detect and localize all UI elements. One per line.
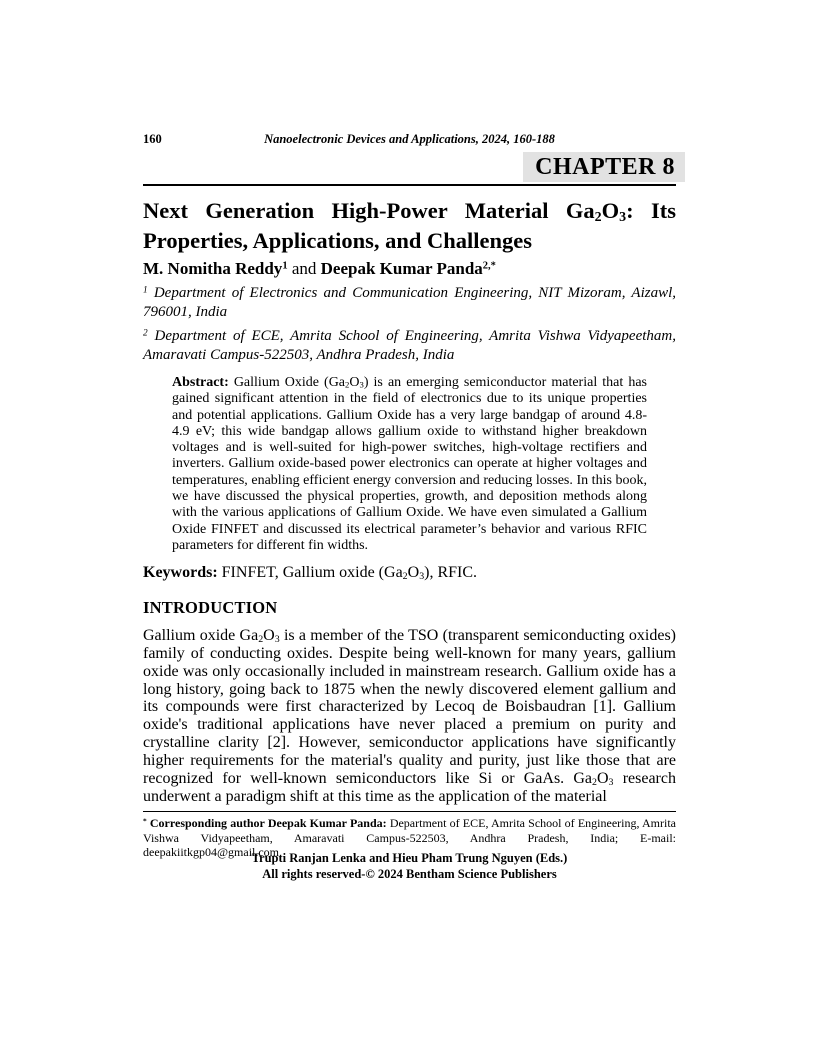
author-byline: M. Nomitha Reddy$^1$ and Deepak Kumar Panda$^{2,*}$	[143, 259, 496, 278]
page-number: 160	[143, 132, 162, 146]
affiliation-1: $^1$ Department of Electronics and Communication Engineering, NIT Mizoram, Aizawl, 796001, India	[143, 285, 676, 320]
affiliation-2: $^2$ Department of ECE, Amrita School of Engineering, Amrita Vishwa Vidyapeetham, Amaravati Campus-522503, Andhra Pradesh, India	[143, 328, 676, 363]
publisher-footer	[143, 851, 676, 882]
running-head: Nanoelectronic Devices and Applications, 2024, 160-188	[264, 132, 555, 146]
footer-editors: Trupti Ranjan Lenka and Hieu Pham Trung Nguyen (Eds.)	[251, 851, 568, 865]
affiliations	[143, 284, 676, 370]
section-heading-introduction: INTRODUCTION	[143, 598, 278, 617]
footer-rights: All rights reserved-© 2024 Bentham Science Publishers	[262, 866, 557, 881]
keywords-line: Keywords: FINFET, Gallium oxide $(Ga_2O_3)$, RFIC.	[143, 564, 478, 582]
header-rule	[143, 184, 676, 186]
corresponding-author-footnote: * Corresponding author Deepak Kumar Panda: Department of ECE, Amrita School of Engineering, Amrita Vishwa Vidyapeetham, Amaravati Campus-522503, Andhra Pradesh, India; E-mail: deepakiitkgp04@gmail.com	[143, 816, 676, 859]
chapter-label: CHAPTER 8	[523, 152, 685, 182]
chapter-title: Next Generation High-Power Material $Ga_2O_3$: Its Properties, Applications, and Challenges	[143, 198, 677, 253]
chapter-banner-row	[523, 152, 685, 182]
introduction-paragraph: Gallium oxide $Ga_2O_3$ is a member of the TSO (transparent semiconducting oxides) family of conducting oxides. Despite being well-known for many years, gallium oxide was only occasionally included in mainstream research. Gallium oxide has a long history, going back to 1875 when the newly discovered element gallium and its compounds were first characterized by Lecoq de Boisbaudran [1]. Gallium oxide's traditional applications have never placed a premium on purity and crystalline clarity [2]. However, semiconductor applications have significantly higher requirements for the material's quality and purity, just like those that are recognized for well-known semiconductors like Si or GaAs. $Ga_2O_3$ research underwent a paradigm shift at this time as the application of the material	[143, 627, 677, 805]
abstract-paragraph: Abstract: Gallium Oxide $(Ga_2O_3)$ is an emerging semiconductor material that has gained significant attention in the field of electronics due to its unique properties and potential applications. Gallium Oxide has a very large bandgap of around 4.8-4.9 eV; this wide bandgap allows gallium oxide to withstand higher breakdown voltages and is well-suited for high-power switches, high-voltage rectifiers and inverters. Gallium oxide-based power electronics can operate at higher voltages and temperatures, enabling efficient energy conversion and reducing losses. In this book, we have discussed the physical properties, growth, and deposition methods along with the various applications of Gallium Oxide. We have even simulated a Gallium Oxide FINFET and discussed its electrical parameter’s behavior and various RFIC parameters for different fin widths.	[172, 375, 647, 553]
footnote-rule	[143, 811, 676, 812]
page-header	[143, 132, 676, 148]
